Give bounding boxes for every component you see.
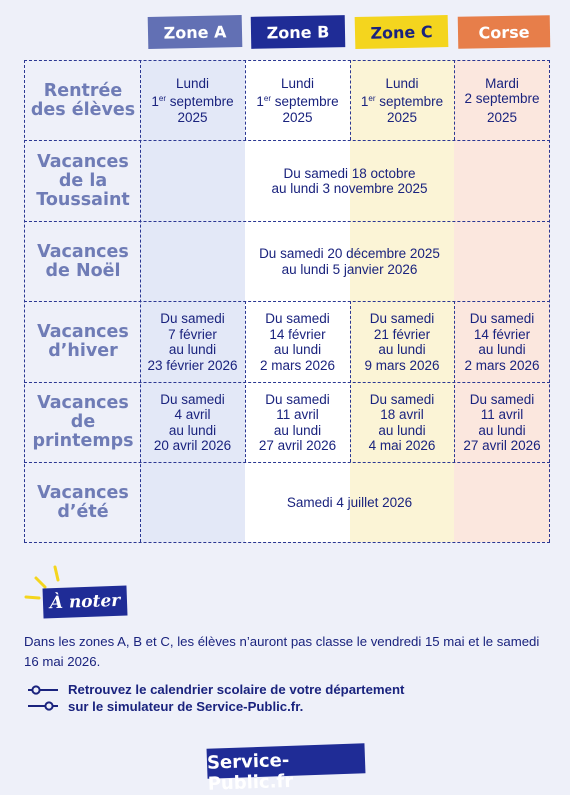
printemps-zone-b: Du samedi 11 avril au lundi 27 avril 2026: [258, 391, 337, 453]
row-label-ete: Vacances d’été: [37, 482, 129, 522]
hiver-zone-b: Du samedi 14 février au lundi 2 mars 2026: [259, 311, 336, 373]
row-label-printemps: Vacances de printemps: [32, 393, 134, 451]
cell-text: septembre 2025: [169, 94, 234, 125]
ordinal-suffix: er: [158, 94, 167, 104]
printemps-zone-a: Du samedi 4 avril au lundi 20 avril 2026: [153, 391, 232, 453]
rentree-corse: [454, 61, 550, 140]
rentree-zone-b: [245, 61, 350, 140]
ordinal-suffix: er: [263, 94, 272, 104]
note-text: Dans les zones A, B et C, les élèves n’auront pas classe le vendredi 15 mai et le samedi 16 mai 2026.: [24, 634, 540, 669]
row-label-toussaint: Vacances de la Toussaint: [36, 151, 130, 210]
simulator-link[interactable]: Retrouvez le calendrier scolaire de votre département sur le simulateur de Service-Public.fr.: [68, 682, 405, 714]
ordinal-suffix: er: [368, 94, 376, 104]
zone-b-tab: Zone B: [251, 15, 346, 49]
zone-a-tab: Zone A: [148, 15, 243, 49]
printemps-corse: Du samedi 11 avril au lundi 27 avril 2026: [463, 391, 541, 453]
grid-line: [24, 542, 550, 543]
hiver-zone-a: Du samedi 7 février au lundi 23 février 2026: [147, 311, 238, 373]
rentree-zone-c: [350, 61, 454, 140]
hiver-corse: Du samedi 14 février au lundi 2 mars 2026: [464, 311, 540, 373]
cell-text: Lundi 1: [151, 75, 210, 110]
row-label-hiver: Vacances d’hiver: [37, 322, 129, 361]
cell-text: Lundi 1: [256, 75, 315, 110]
row-label-noel: Vacances de Noël: [37, 241, 129, 281]
cell-text: septembre 2025: [379, 94, 444, 125]
cell-text: Lundi 1: [360, 75, 419, 110]
noel-dates: Du samedi 20 décembre 2025 au lundi 5 janvier 2026: [259, 246, 440, 277]
zone-c-tab: Zone C: [355, 15, 449, 49]
sliders-icon: [27, 700, 59, 712]
toussaint-dates: Du samedi 18 octobre au lundi 3 novembre 2025: [271, 165, 428, 196]
service-public-logo: Service-Public.fr: [207, 743, 366, 778]
row-label-rentree: Rentrée des élèves: [30, 80, 136, 120]
ete-dates: Samedi 4 juillet 2026: [286, 494, 413, 510]
note-badge: À noter: [43, 586, 128, 619]
cell-text: Mardi 2 septembre 2025: [464, 75, 540, 125]
printemps-zone-c: Du samedi 18 avril au lundi 4 mai 2026: [368, 391, 436, 453]
corse-tab: Corse: [458, 15, 551, 49]
rentree-zone-a: [140, 61, 245, 140]
hiver-zone-c: Du samedi 21 février au lundi 9 mars 2026: [364, 311, 440, 373]
sliders-icon: [27, 684, 59, 696]
grid-line: [24, 60, 25, 542]
cell-text: septembre 2025: [274, 94, 339, 125]
